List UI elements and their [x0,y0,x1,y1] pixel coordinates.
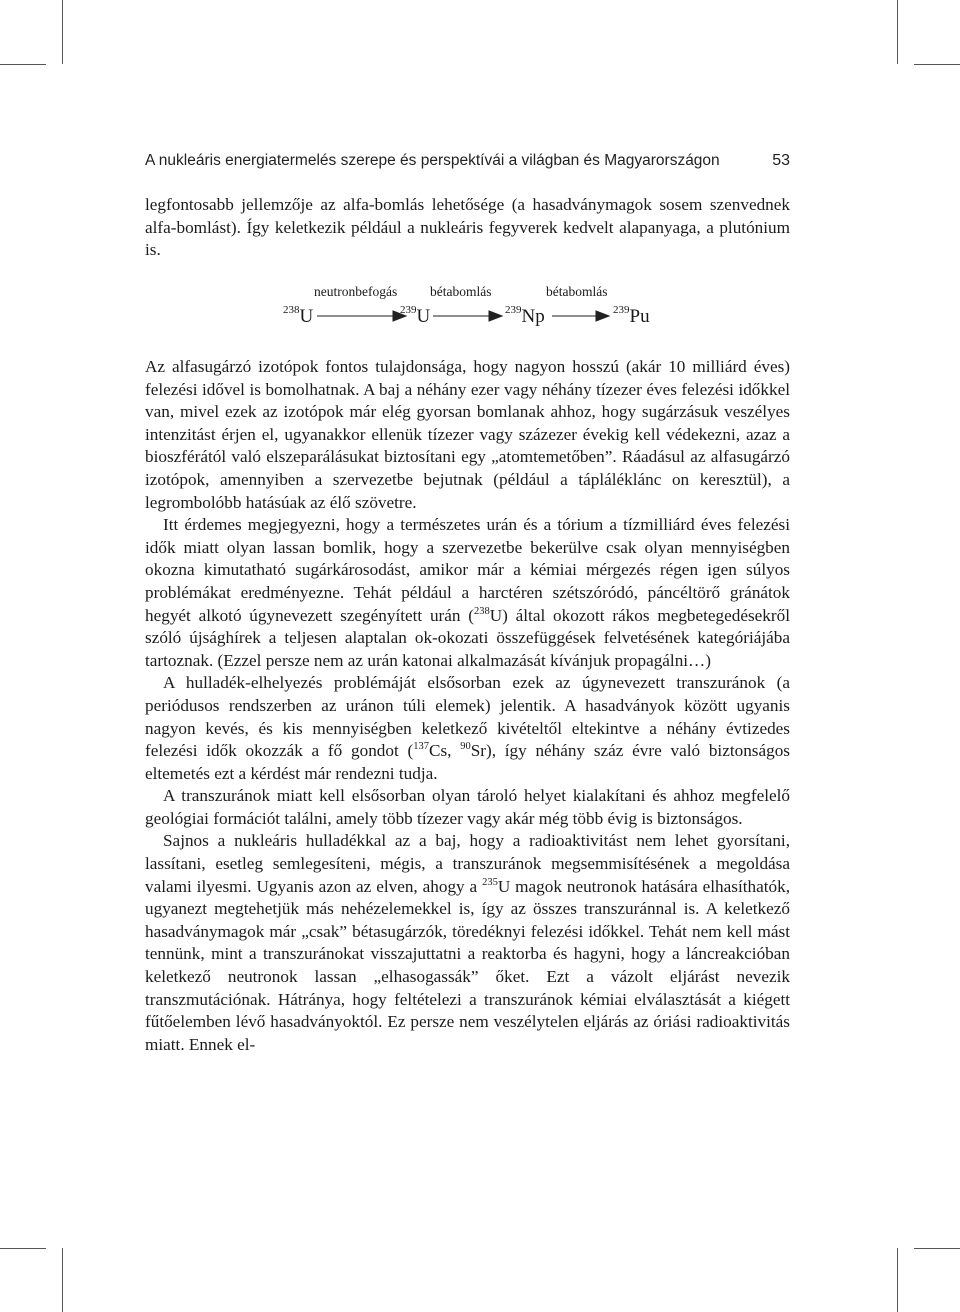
nuclide-np239: $^{239}$Np [505,304,545,327]
reaction-scheme [280,284,680,338]
text-block-main [145,356,790,1056]
running-header [145,152,790,176]
paragraph-4: A hulladék-elhelyezés problémáját elsősorban ezek az úgynevezett transzuránok (a periódusos rendszerben az uránon túli elemek) jelentik. A hasadványok között ugyanis nagyon kevés, és kis mennyiségben keletkező kivételtől eltekintve a néhány évtizedes felezési idők okozzák a fő gondot ($^{137}$Cs, $^{90}$Sr), így néhány száz évre való biztonságos eltemetés ezt a kérdést már rendezni tudja. [145,673,790,783]
crop-mark-top-right-h [914,64,960,65]
label-beta-decay-2: bétabomlás [546,284,608,299]
crop-mark-bottom-right-h [914,1248,960,1249]
crop-mark-top-left [62,0,63,64]
label-beta-decay-1: bétabomlás [430,284,492,299]
paragraph-6: Sajnos a nukleáris hulladékkal az a baj, hogy a radioaktivitást nem lehet gyorsítani, lassítani, esetleg semlegesíteni, mégis, a transzuránok megsemmisítésének a megoldása valami ilyesmi. Ugyanis azon az elven, ahogy a $^{235}$U magok neutronok hatására elhasíthatók, ugyanezt megtehetjük más nehézelemekkel is, így az összes transzuránnal is. A keletkező hasadványmagok már „csak” bétasugárzók, töredéknyi felezési időkkel. Tehát nem kell mást tennünk, mint a transzuránokat visszajuttatni a reaktorba és hagyni, hogy a láncreakcióban keletkező neutronok lassan „elhasogassák” őket. Ezt a vázolt eljárást nevezik transzmutációnak. Hátránya, hogy feltételezi a transzuránok kémiai elválasztását a kiégett fűtőelemben lévő hasadványoktól. Ez persze nem veszélytelen eljárás az óriási radioaktivitás miatt. Ennek el- [145,831,791,1054]
text-block-top [145,194,790,262]
crop-mark-bottom-left-h [0,1248,46,1249]
crop-mark-bottom-left [62,1248,63,1312]
nuclide-pu239: $^{239}$Pu [613,304,650,327]
paragraph-3: Itt érdemes megjegyezni, hogy a természetes urán és a tórium a tízmilliárd éves felezési idők miatt olyan lassan bomlik, hogy a szervezetbe bekerülve csak olyan mennyiségben okozna kimutatható sugárkárosodást, amikor már a kémiai mérgezés régen igen súlyos problémákat eredményezne. Tehát például a harctéren szétszóródó, páncéltörő gránátok hegyét alkotó úgynevezett szegényített urán ($^{238}$U) által okozott rákos megbetegedésekről szóló újsághírek a teljesen alaptalan ok-okozati összefüggések felvetésének kategóriájába tartoznak. (Ezzel persze nem az urán katonai alkalmazását kívánjuk propagálni…) [145,515,790,670]
nuclide-u239: $^{239}$U [400,304,431,327]
crop-mark-top-right [897,0,898,64]
crop-mark-bottom-right [897,1248,898,1312]
label-neutron-capture: neutronbefogás [314,284,398,299]
crop-mark-top-left-h [0,64,46,65]
nuclide-u238: $^{238}$U [283,304,314,327]
page-number: 53 [772,152,790,169]
paragraph-1: legfontosabb jellemzője az alfa-bomlás lehetősége (a hasadványmagok sosem szenvednek alfa-bomlást). Így keletkezik például a nukleáris fegyverek kedvelt alapanyaga, a plutónium is. [145,195,790,260]
paragraph-5: A transzuránok miatt kell elsősorban olyan tároló helyet kialakítani és ahhoz megfelelő geológiai formációt találni, amely több tízezer vagy akár még több évig is biztonságos. [145,786,790,828]
paragraph-2: Az alfasugárzó izotópok fontos tulajdonsága, hogy nagyon hosszú (akár 10 milliárd éves) felezési idővel is bomolhatnak. A baj a néhány ezer vagy néhány tízezer éves felezési időkkel van, mivel ezek az izotópok már elég gyorsan bomlanak ahhoz, hogy sugárzásuk veszélyes intenzitást érjen el, ugyanakkor ellenük tízezer vagy százezer évekig kell védekezni, azaz a bioszférától való elszeparálásukat biztosítani egy „atomtemetőben”. Ráadásul az alfasugárzó izotópok, amennyiben a szervezetbe bejutnak (például a tápláléklánc on keresztül), a legrombolóbb hatásúak az élő szövetre. [145,357,790,512]
running-title: A nukleáris energiatermelés szerepe és perspektívái a világban és Magyarországon [145,152,720,169]
